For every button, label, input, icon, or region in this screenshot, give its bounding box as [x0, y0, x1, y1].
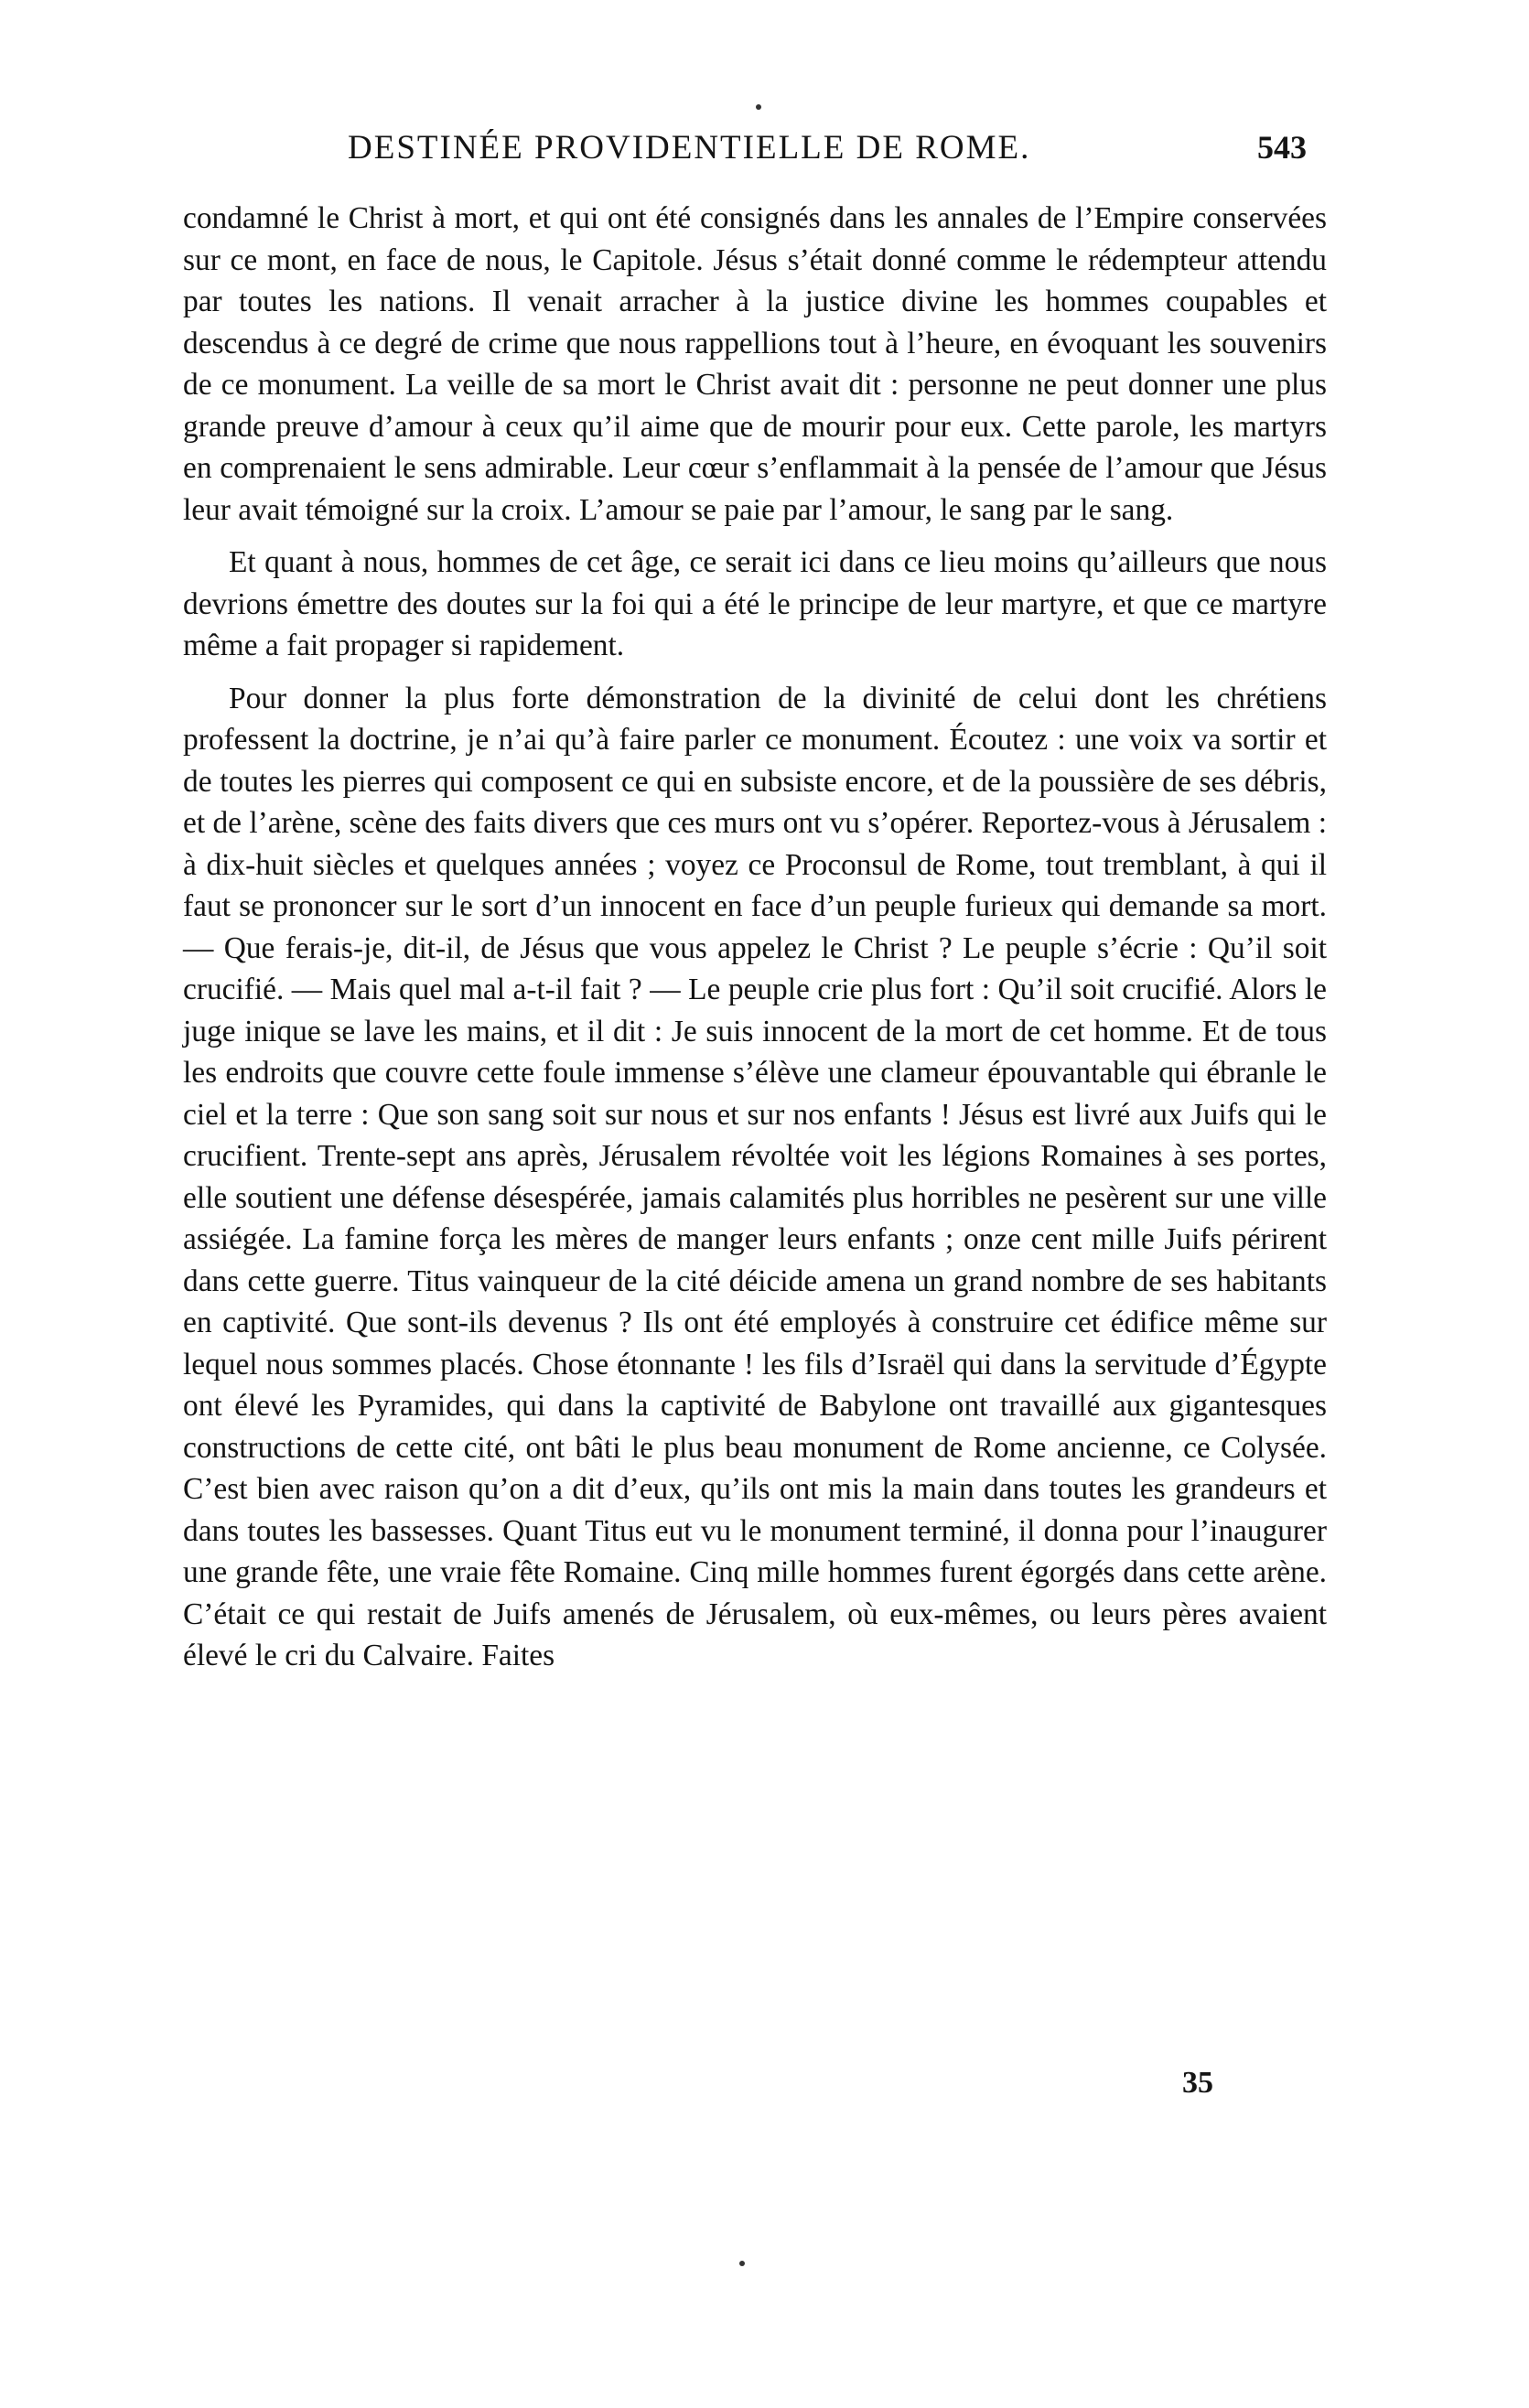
page-number: 543 [1257, 129, 1307, 166]
paragraph-3: Pour donner la plus forte démonstration de la divinité de celui dont les chrétiens professent la doctrine, je n’ai qu’à faire parler ce monument. Écoutez : une voix va sortir et de toutes les pierres qui composent ce qui en subsiste encore, et de la poussière de ses débris, et de l’arène, scène des faits divers que ces murs ont vu s’opérer. Reportez-vous à Jérusalem : à dix-huit siècles et quelques années ; voyez ce Proconsul de Rome, tout tremblant, à qui il faut se prononcer sur le sort d’un innocent en face d’un peuple furieux qui demande sa mort. — Que ferais-je, dit-il, de Jésus que vous appelez le Christ ? Le peuple s’écrie : Qu’il soit crucifié. — Mais quel mal a-t-il fait ? — Le peuple crie plus fort : Qu’il soit crucifié. Alors le juge inique se lave les mains, et il dit : Je suis innocent de la mort de cet homme. Et de tous les endroits que couvre cette foule immense s’élève une clameur épouvantable qui ébranle le ciel et la terre : Que son sang soit sur nous et sur nos enfants ! Jésus est livré aux Juifs qui le crucifient. Trente-sept ans après, Jérusalem révoltée voit les légions Romaines à ses portes, elle soutient une défense désespérée, jamais calamités plus horribles ne pesèrent sur une ville assiégée. La famine força les mères de manger leurs enfants ; onze cent mille Juifs périrent dans cette guerre. Titus vainqueur de la cité déicide amena un grand nombre de ses habitants en captivité. Que sont-ils devenus ? Ils ont été employés à construire cet édifice même sur lequel nous sommes placés. Chose étonnante ! les fils d’Israël qui dans la servitude d’Égypte ont élevé les Pyramides, qui dans la captivité de Babylone ont travaillé aux gigantesques constructions de cette cité, ont bâti le plus beau monument de Rome ancienne, ce Colysée. C’est bien avec raison qu’on a dit d’eux, qu’ils ont mis la main dans toutes les grandeurs et dans toutes les bassesses. Quant Titus eut vu le monument terminé, il donna pour l’inaugurer une grande fête, une vraie fête Romaine. Cinq mille hommes furent égorgés dans cette arène. C’était ce qui restait de Juifs amenés de Jérusalem, où eux-mêmes, ou leurs pères avaient élevé le cri du Calvaire. Faites [183, 681, 1327, 1672]
running-title: DESTINÉE PROVIDENTIELLE DE ROME. [348, 129, 1031, 167]
signature-mark: 35 [1182, 2066, 1213, 2100]
paragraph-1: condamné le Christ à mort, et qui ont été consignés dans les annales de l’Empire conservées sur ce mont, en face de nous, le Capitole. Jésus s’était donné comme le rédempteur attendu par toutes les nations. Il venait arracher à la justice divine les hommes coupables et descendus à ce degré de crime que nous rappellions tout à l’heure, en évoquant les souvenirs de ce monument. La veille de sa mort le Christ avait dit : personne ne peut donner une plus grande preuve d’amour à ceux qu’il aime que de mourir pour eux. Cette parole, les martyrs en comprenaient le sens admirable. Leur cœur s’enflammait à la pensée de l’amour que Jésus leur avait témoigné sur la croix. L’amour se paie par l’amour, le sang par le sang. [183, 201, 1327, 527]
body-text [183, 198, 1327, 1677]
paragraph-2: Et quant à nous, hommes de cet âge, ce serait ici dans ce lieu moins qu’ailleurs que nous devrions émettre des doutes sur la foi qui a été le principe de leur martyre, et que ce martyre même a fait propager si rapidement. [183, 545, 1327, 662]
running-header [183, 128, 1327, 183]
print-dot-bottom [739, 2261, 745, 2266]
print-dot-top [756, 104, 761, 110]
